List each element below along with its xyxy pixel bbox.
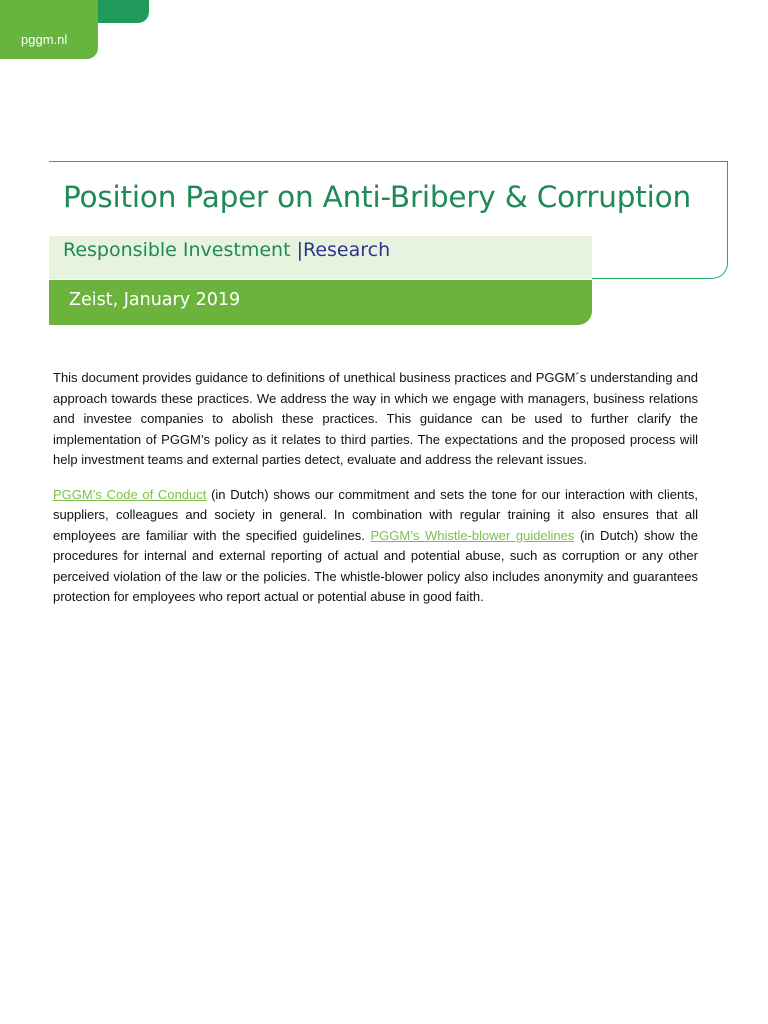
document-date: Zeist, January 2019 <box>69 290 241 310</box>
brand-link[interactable]: pggm.nl <box>21 32 68 47</box>
subtitle-separator: | <box>296 239 303 261</box>
paragraph-policies-text-1: (in Dutch) shows our commitment and sets the tone for our interaction with clients, suppliers, colleagues and society in general. In combination with regular training it also ensures that all employees are familiar with the specified guidelines. <box>53 486 698 543</box>
document-subtitle <box>63 239 390 261</box>
subtitle-category: Responsible Investment <box>63 239 297 261</box>
paragraph-policies <box>53 485 698 608</box>
code-of-conduct-link[interactable]: PGGM’s Code of Conduct <box>53 486 207 502</box>
whistle-blower-guidelines-link[interactable]: PGGM’s Whistle-blower guidelines <box>370 527 575 543</box>
brand-tab[interactable] <box>0 0 98 59</box>
paragraph-intro: This document provides guidance to definitions of unethical business practices and PGGM´s understanding and approach towards these practices. We address the way in which we engage with managers, business relations and investee companies to abolish these practices. This guidance can be used to further clarify the implementation of PGGM’s policy as it relates to third parties. The expectations and the proposed process will help investment teams and external parties detect, evaluate and address the relevant issues. <box>53 370 698 467</box>
document-title: Position Paper on Anti-Bribery & Corruption <box>63 180 692 214</box>
subtitle-type: Research <box>302 239 391 261</box>
body-text <box>53 368 698 622</box>
paragraph-policies-text-2: (in Dutch) show the procedures for internal and external reporting of actual and potential abuse, such as corruption or any other perceived violation of the law or the policies. The whistle-blower policy also includes anonymity and guarantees protection for employees who report actual or potential abuse in good faith. <box>53 527 698 604</box>
